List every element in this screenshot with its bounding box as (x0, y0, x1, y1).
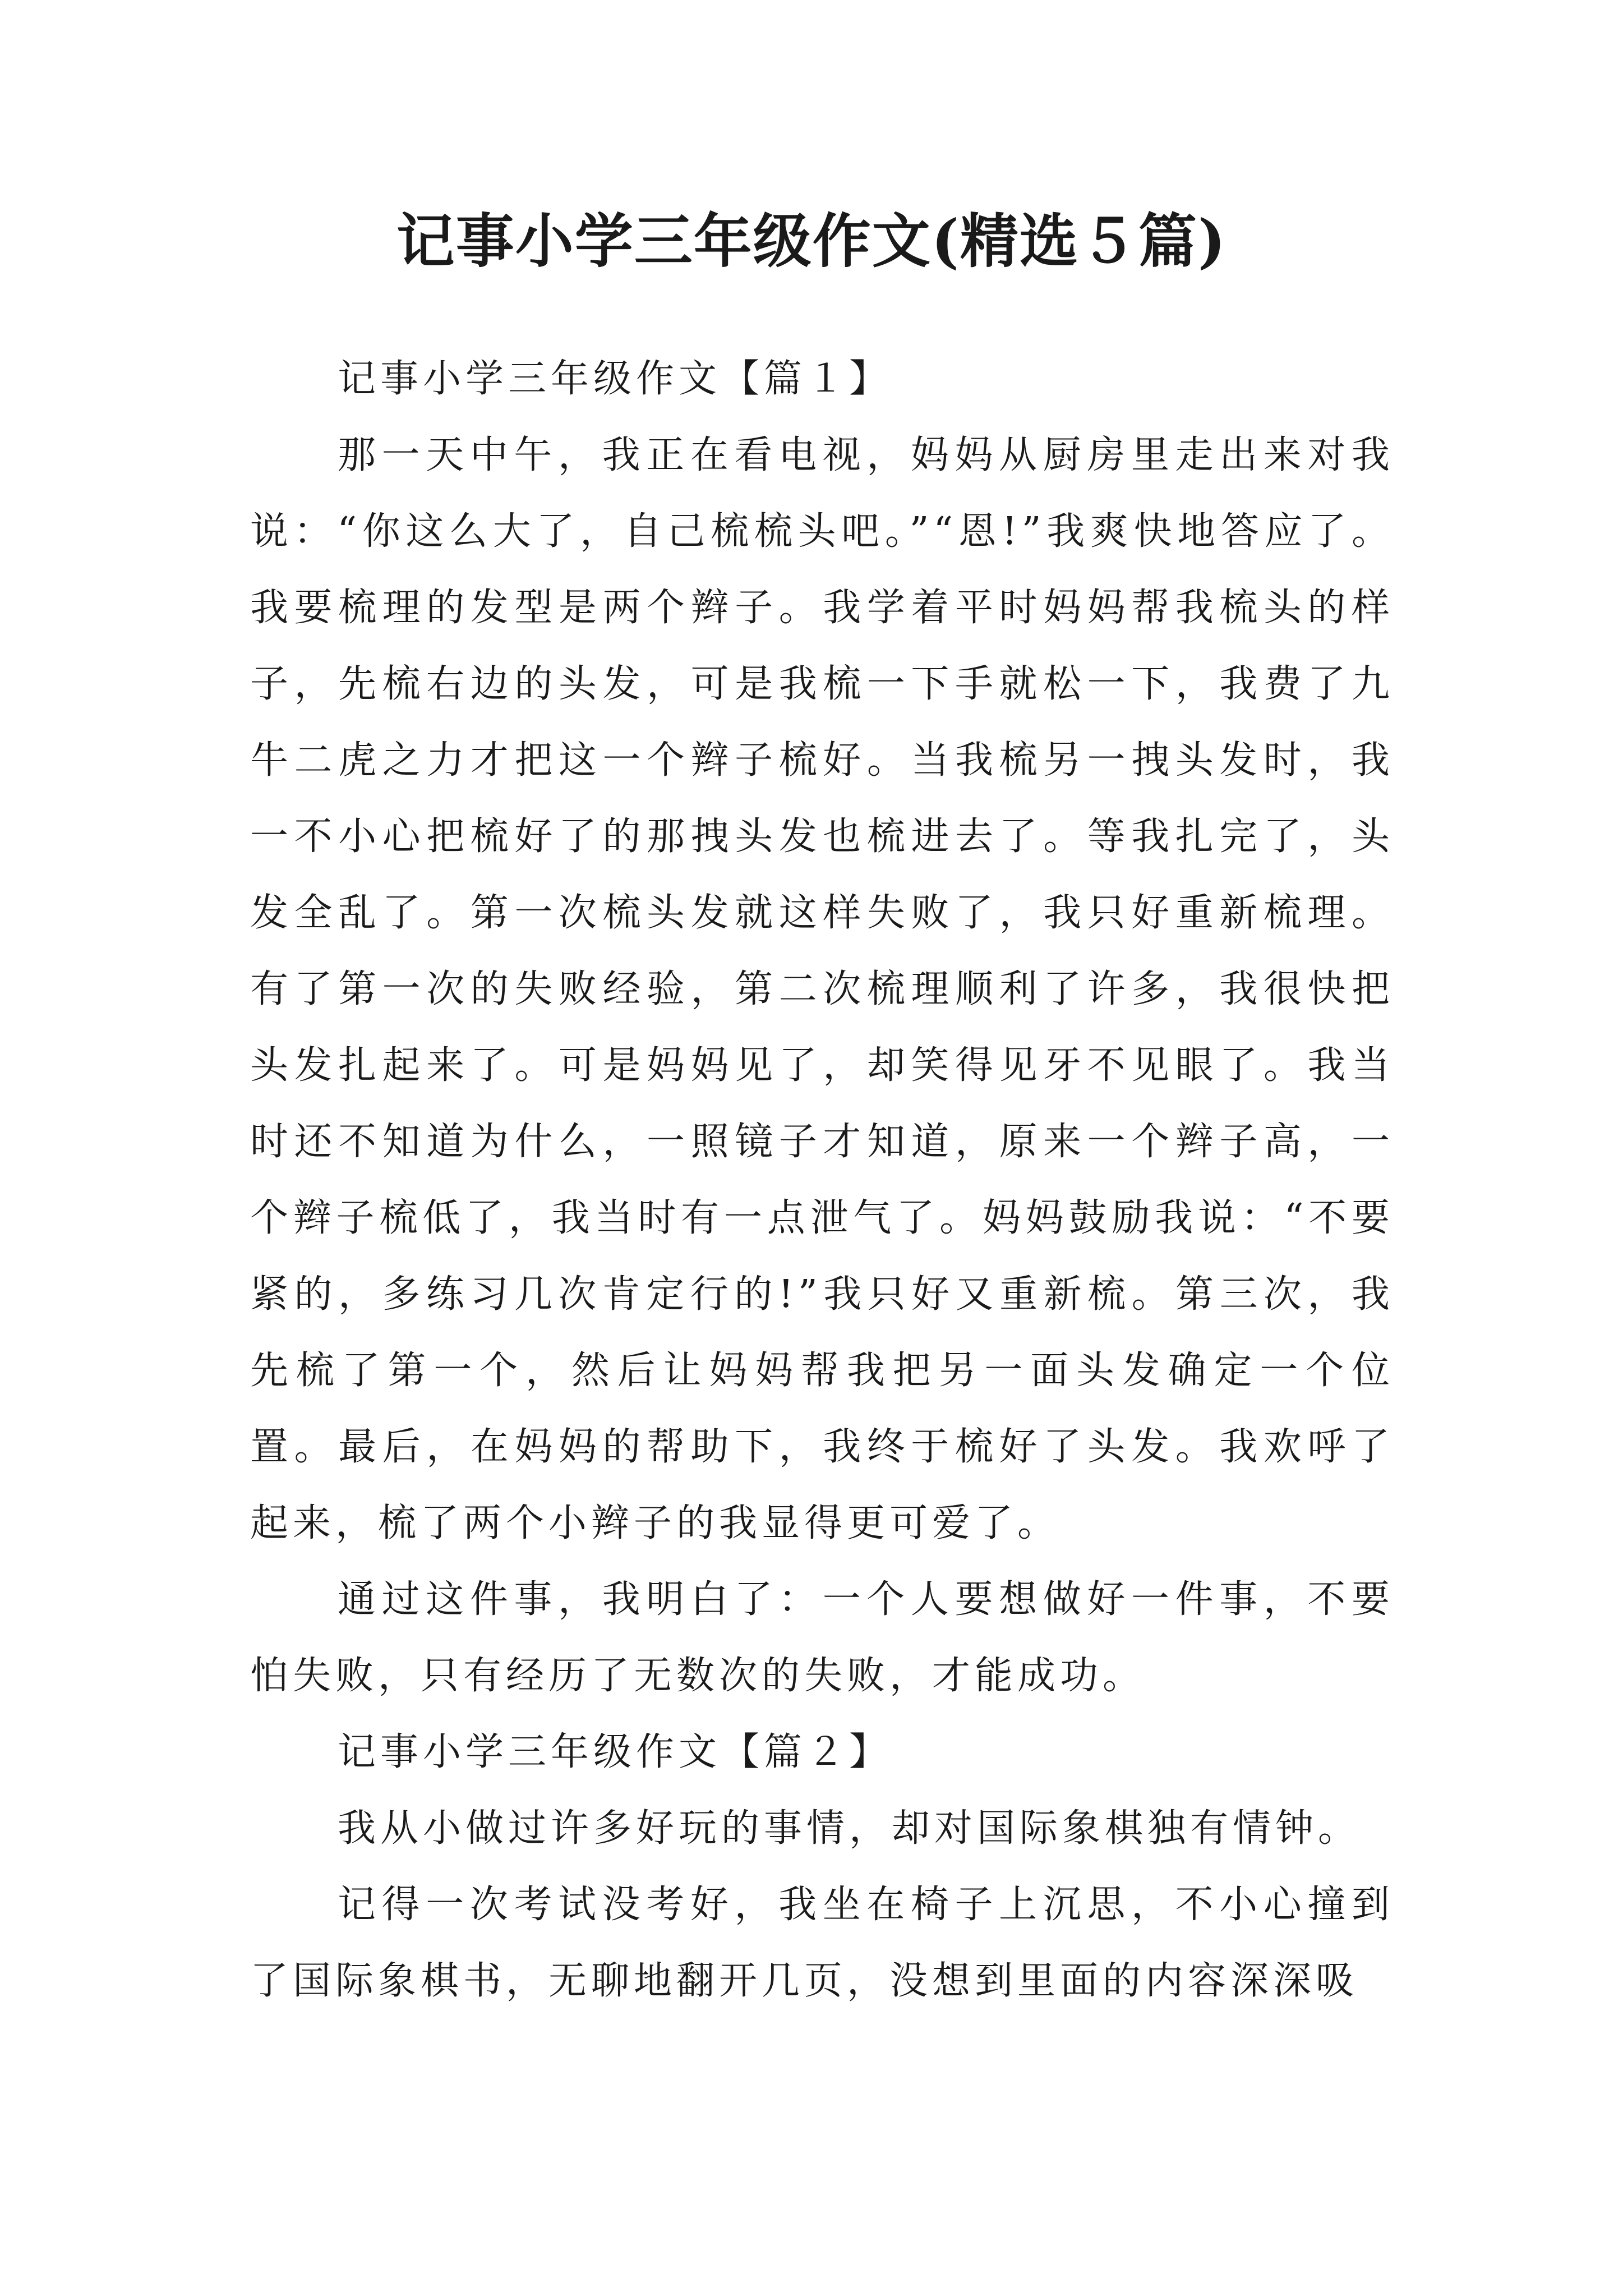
paragraph: 那一天中午，我正在看电视，妈妈从厨房里走出来对我说：“你这么大了，自己梳梳头吧。”“恩!”我爽快地答应了。我要梳理的发型是两个辫子。我学着平时妈妈帮我梳头的样子，先梳右边的头发，可是我梳一下手就松一下，我费了九牛二虎之力才把这一个辫子梳好。当我梳另一拽头发时，我一不小心把梳好了的那拽头发也梳进去了。等我扎完了，头发全乱了。第一次梳头发就这样失败了，我只好重新梳理。有了第一次的失败经验，第二次梳理顺利了许多，我很快把头发扎起来了。可是妈妈见了，却笑得见牙不见眼了。我当时还不知道为什么，一照镜子才知道，原来一个辫子高，一个辫子梳低了，我当时有一点泄气了。妈妈鼓励我说：“不要紧的，多练习几次肯定行的!”我只好又重新梳。第三次，我先梳了第一个，然后让妈妈帮我把另一面头发确定一个位置。最后，在妈妈的帮助下，我终于梳好了头发。我欢呼了起来，梳了两个小辫子的我显得更可爱了。 (250, 433, 1394, 1545)
paragraph: 通过这件事，我明白了：一个人要想做好一件事，不要怕失败，只有经历了无数次的失败，才能成功。 (250, 1577, 1394, 1698)
section-heading-1: 记事小学三年级作文【篇１】 (338, 357, 892, 401)
document-title: 记事小学三年级作文(精选５篇) (396, 206, 1227, 275)
paragraph: 我从小做过许多好玩的事情，却对国际象棋独有情钟。 (338, 1806, 1361, 1851)
document-body (250, 341, 1394, 2019)
section-heading-2: 记事小学三年级作文【篇２】 (338, 1730, 892, 1774)
paragraph: 记得一次考试没考好，我坐在椅子上沉思，不小心撞到了国际象棋书，无聊地翻开几页，没想到里面的内容深深吸 (250, 1883, 1394, 2003)
